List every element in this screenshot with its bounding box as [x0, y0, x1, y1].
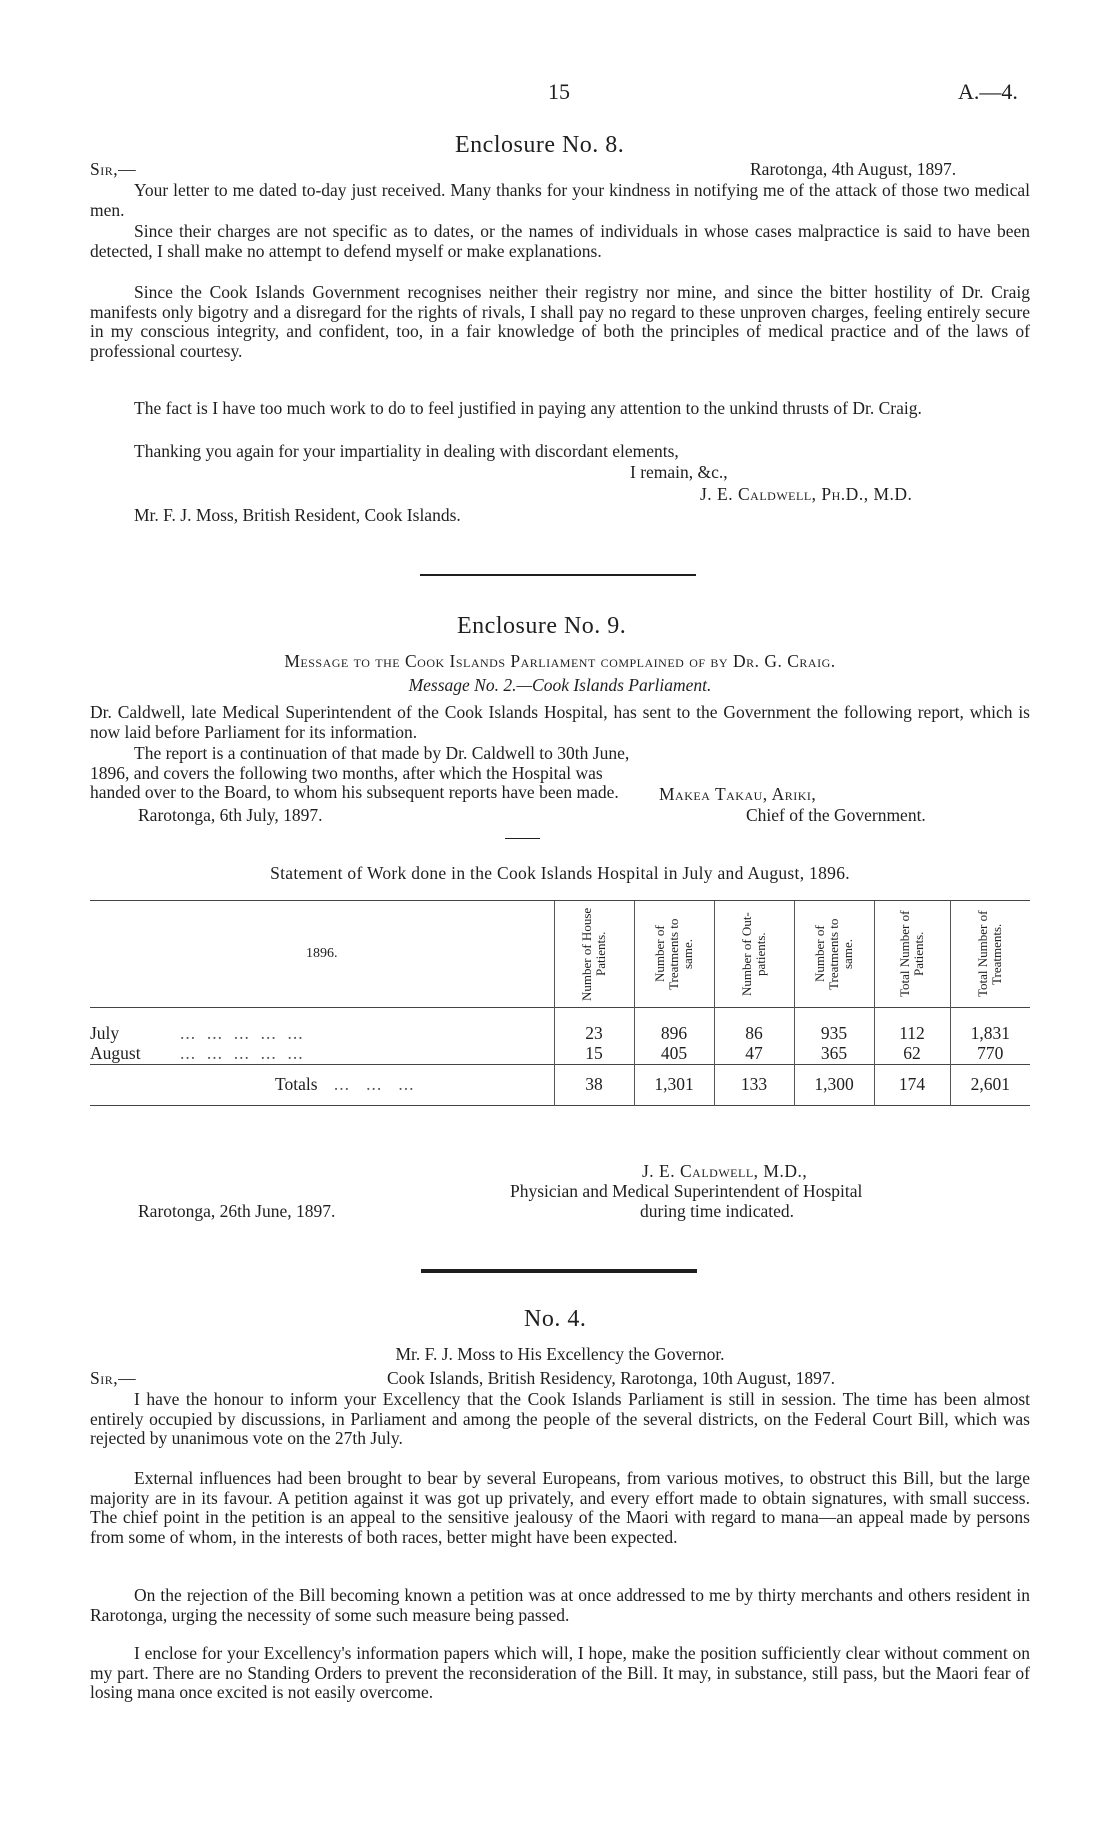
table-cell: 935 [794, 1024, 874, 1044]
column-header-label: Number of Out-patients. [739, 912, 768, 996]
totals-cell: 2,601 [950, 1065, 1030, 1106]
enclosure-9-signatory-title: Chief of the Government. [746, 805, 926, 825]
leader-dots: ... ... ... [333, 1074, 415, 1095]
statement-title: Statement of Work done in the Cook Islands Hospital in July and August, 1896. [270, 863, 850, 883]
table-row [90, 1044, 1030, 1065]
table-year-header: 1896. [90, 901, 554, 1008]
section-divider [420, 574, 696, 576]
column-header [554, 901, 634, 1008]
no-4-salutation: Sir,— [90, 1368, 137, 1388]
short-divider [505, 838, 540, 839]
table-cell: 896 [634, 1024, 714, 1044]
report-signature-role-continued: during time indicated. [640, 1201, 795, 1221]
totals-cell: 174 [874, 1065, 950, 1106]
report-signature-role: Physician and Medical Superintendent of Hospital [510, 1181, 863, 1201]
enclosure-8-closing: I remain, &c., [630, 462, 728, 482]
table-cell: 365 [794, 1044, 874, 1065]
hospital-statement-table [90, 900, 1030, 1106]
totals-cell: 1,301 [634, 1065, 714, 1106]
no-4-subtitle: Mr. F. J. Moss to His Excellency the Governor. [395, 1344, 725, 1364]
enclosure-8-paragraph: Your letter to me dated to-day just received. Many thanks for your kindness in notifying me of the attack of those two medical men. [90, 180, 1030, 220]
enclosure-8-paragraph: The fact is I have too much work to do to feel justified in paying any attention to the unkind thrusts of Dr. Craig. [134, 398, 922, 418]
enclosure-8-paragraph: Since their charges are not specific as to dates, or the names of individuals in whose cases malpractice is said to have been detected, I shall make no attempt to defend myself or make explanations. [90, 221, 1030, 261]
table-cell: 62 [874, 1044, 950, 1065]
enclosure-9-paragraph: The report is a continuation of that made by Dr. Caldwell to 30th June, 1896, and covers the following two months, after which the Hospital was handed over to the Board, to whom his subsequent reports have been made. [90, 743, 630, 802]
row-month: August [90, 1043, 141, 1064]
enclosure-8-title: Enclosure No. 8. [455, 132, 625, 158]
enclosure-9-signatory-name: Makea Takau, Ariki, [659, 784, 817, 804]
enclosure-8-salutation: Sir,— [90, 159, 137, 179]
enclosure-8-addressee: Mr. F. J. Moss, British Resident, Cook Islands. [134, 505, 461, 525]
table-cell: 770 [950, 1044, 1030, 1065]
enclosure-8-signature: J. E. Caldwell, Ph.D., M.D. [700, 484, 913, 504]
table-cell: 405 [634, 1044, 714, 1065]
row-month: July [90, 1023, 120, 1044]
no-4-paragraph: On the rejection of the Bill becoming known a petition was at once addressed to me by thirty merchants and others resident in Rarotonga, urging the necessity of some such measure being passed. [90, 1585, 1030, 1625]
message-reference: Message No. 2.—Cook Islands Parliament. [408, 675, 712, 695]
table-cell: 23 [554, 1024, 634, 1044]
table-cell: 47 [714, 1044, 794, 1065]
enclosure-9-subtitle: Message to the Cook Islands Parliament complained of by Dr. G. Craig. [284, 651, 836, 671]
totals-cell: 38 [554, 1065, 634, 1106]
column-header [714, 901, 794, 1008]
enclosure-8-paragraph: Since the Cook Islands Government recognises neither their registry nor mine, and since the bitter hostility of Dr. Craig manifests only bigotry and a disregard for the rights of rivals, I shall pay no regard to these unproven charges, feeling entirely secure in my conscious integrity, and confident, too, in a fair knowledge of both the principles of medical practice and of the laws of professional courtesy. [90, 282, 1030, 361]
report-signature-name: J. E. Caldwell, M.D., [642, 1161, 808, 1181]
table-cell: 86 [714, 1024, 794, 1044]
column-header [950, 901, 1030, 1008]
no-4-paragraph: I enclose for your Excellency's information papers which will, I hope, make the position sufficiently clear without comment on my part. There are no Standing Orders to prevent the reconsideration of the Bill. It may, in substance, still pass, but the Maori fear of losing mana once excited is not easily overcome. [90, 1643, 1030, 1702]
column-header [794, 901, 874, 1008]
totals-label: Totals [275, 1074, 318, 1095]
report-place-date: Rarotonga, 26th June, 1897. [138, 1201, 336, 1221]
table-totals-row [90, 1065, 1030, 1106]
enclosure-9-place-date: Rarotonga, 6th July, 1897. [138, 805, 323, 825]
table-cell: 112 [874, 1024, 950, 1044]
leader-dots: ... ... ... ... ... [180, 1043, 304, 1064]
leader-dots: ... ... ... ... ... [180, 1023, 304, 1044]
table-cell: 1,831 [950, 1024, 1030, 1044]
table-cell: 15 [554, 1044, 634, 1065]
table-row [90, 1024, 1030, 1044]
section-divider-heavy [421, 1269, 697, 1273]
column-header-label: Total Number of Treatments. [975, 910, 1005, 998]
column-header-label: Total Number of Patients. [897, 910, 926, 998]
column-header [634, 901, 714, 1008]
page-number: 15 [548, 79, 570, 104]
no-4-place-date: Cook Islands, British Residency, Rarotonga, 10th August, 1897. [387, 1368, 836, 1388]
no-4-paragraph: I have the honour to inform your Excellency that the Cook Islands Parliament is still in session. The time has been almost entirely occupied by discussions, in Parliament and among the people of the several districts, on the Federal Court Bill, which was rejected by unanimous vote on the 27th July. [90, 1389, 1030, 1448]
enclosure-8-paragraph: Thanking you again for your impartiality in dealing with discordant elements, [134, 441, 679, 461]
column-header-label: Number of House Patients. [579, 907, 608, 1001]
table-spacer-row [90, 1008, 1030, 1025]
totals-cell: 133 [714, 1065, 794, 1106]
enclosure-9-title: Enclosure No. 9. [457, 613, 627, 639]
column-header [874, 901, 950, 1008]
table-header-row [90, 901, 1030, 1008]
paper-reference: A.—4. [958, 79, 1018, 104]
enclosure-8-place-date: Rarotonga, 4th August, 1897. [750, 159, 957, 179]
no-4-paragraph: External influences had been brought to bear by several Europeans, from various motives, to obstruct this Bill, but the large majority are in its favour. A petition against it was got up privately, and every effort made to obtain signatures, with small success. The chief point in the petition is an appeal to the sensitive jealousy of the Maori with regard to mana—an appeal made by persons from some of whom, in the interests of both races, better might have been expected. [90, 1468, 1030, 1547]
totals-cell: 1,300 [794, 1065, 874, 1106]
no-4-title: No. 4. [524, 1306, 587, 1332]
enclosure-9-paragraph: Dr. Caldwell, late Medical Superintendent of the Cook Islands Hospital, has sent to the Government the following report, which is now laid before Parliament for its information. [90, 702, 1030, 742]
column-header-label: Number of Treatments to same. [652, 918, 695, 990]
column-header-label: Number of Treatments to same. [812, 918, 855, 990]
